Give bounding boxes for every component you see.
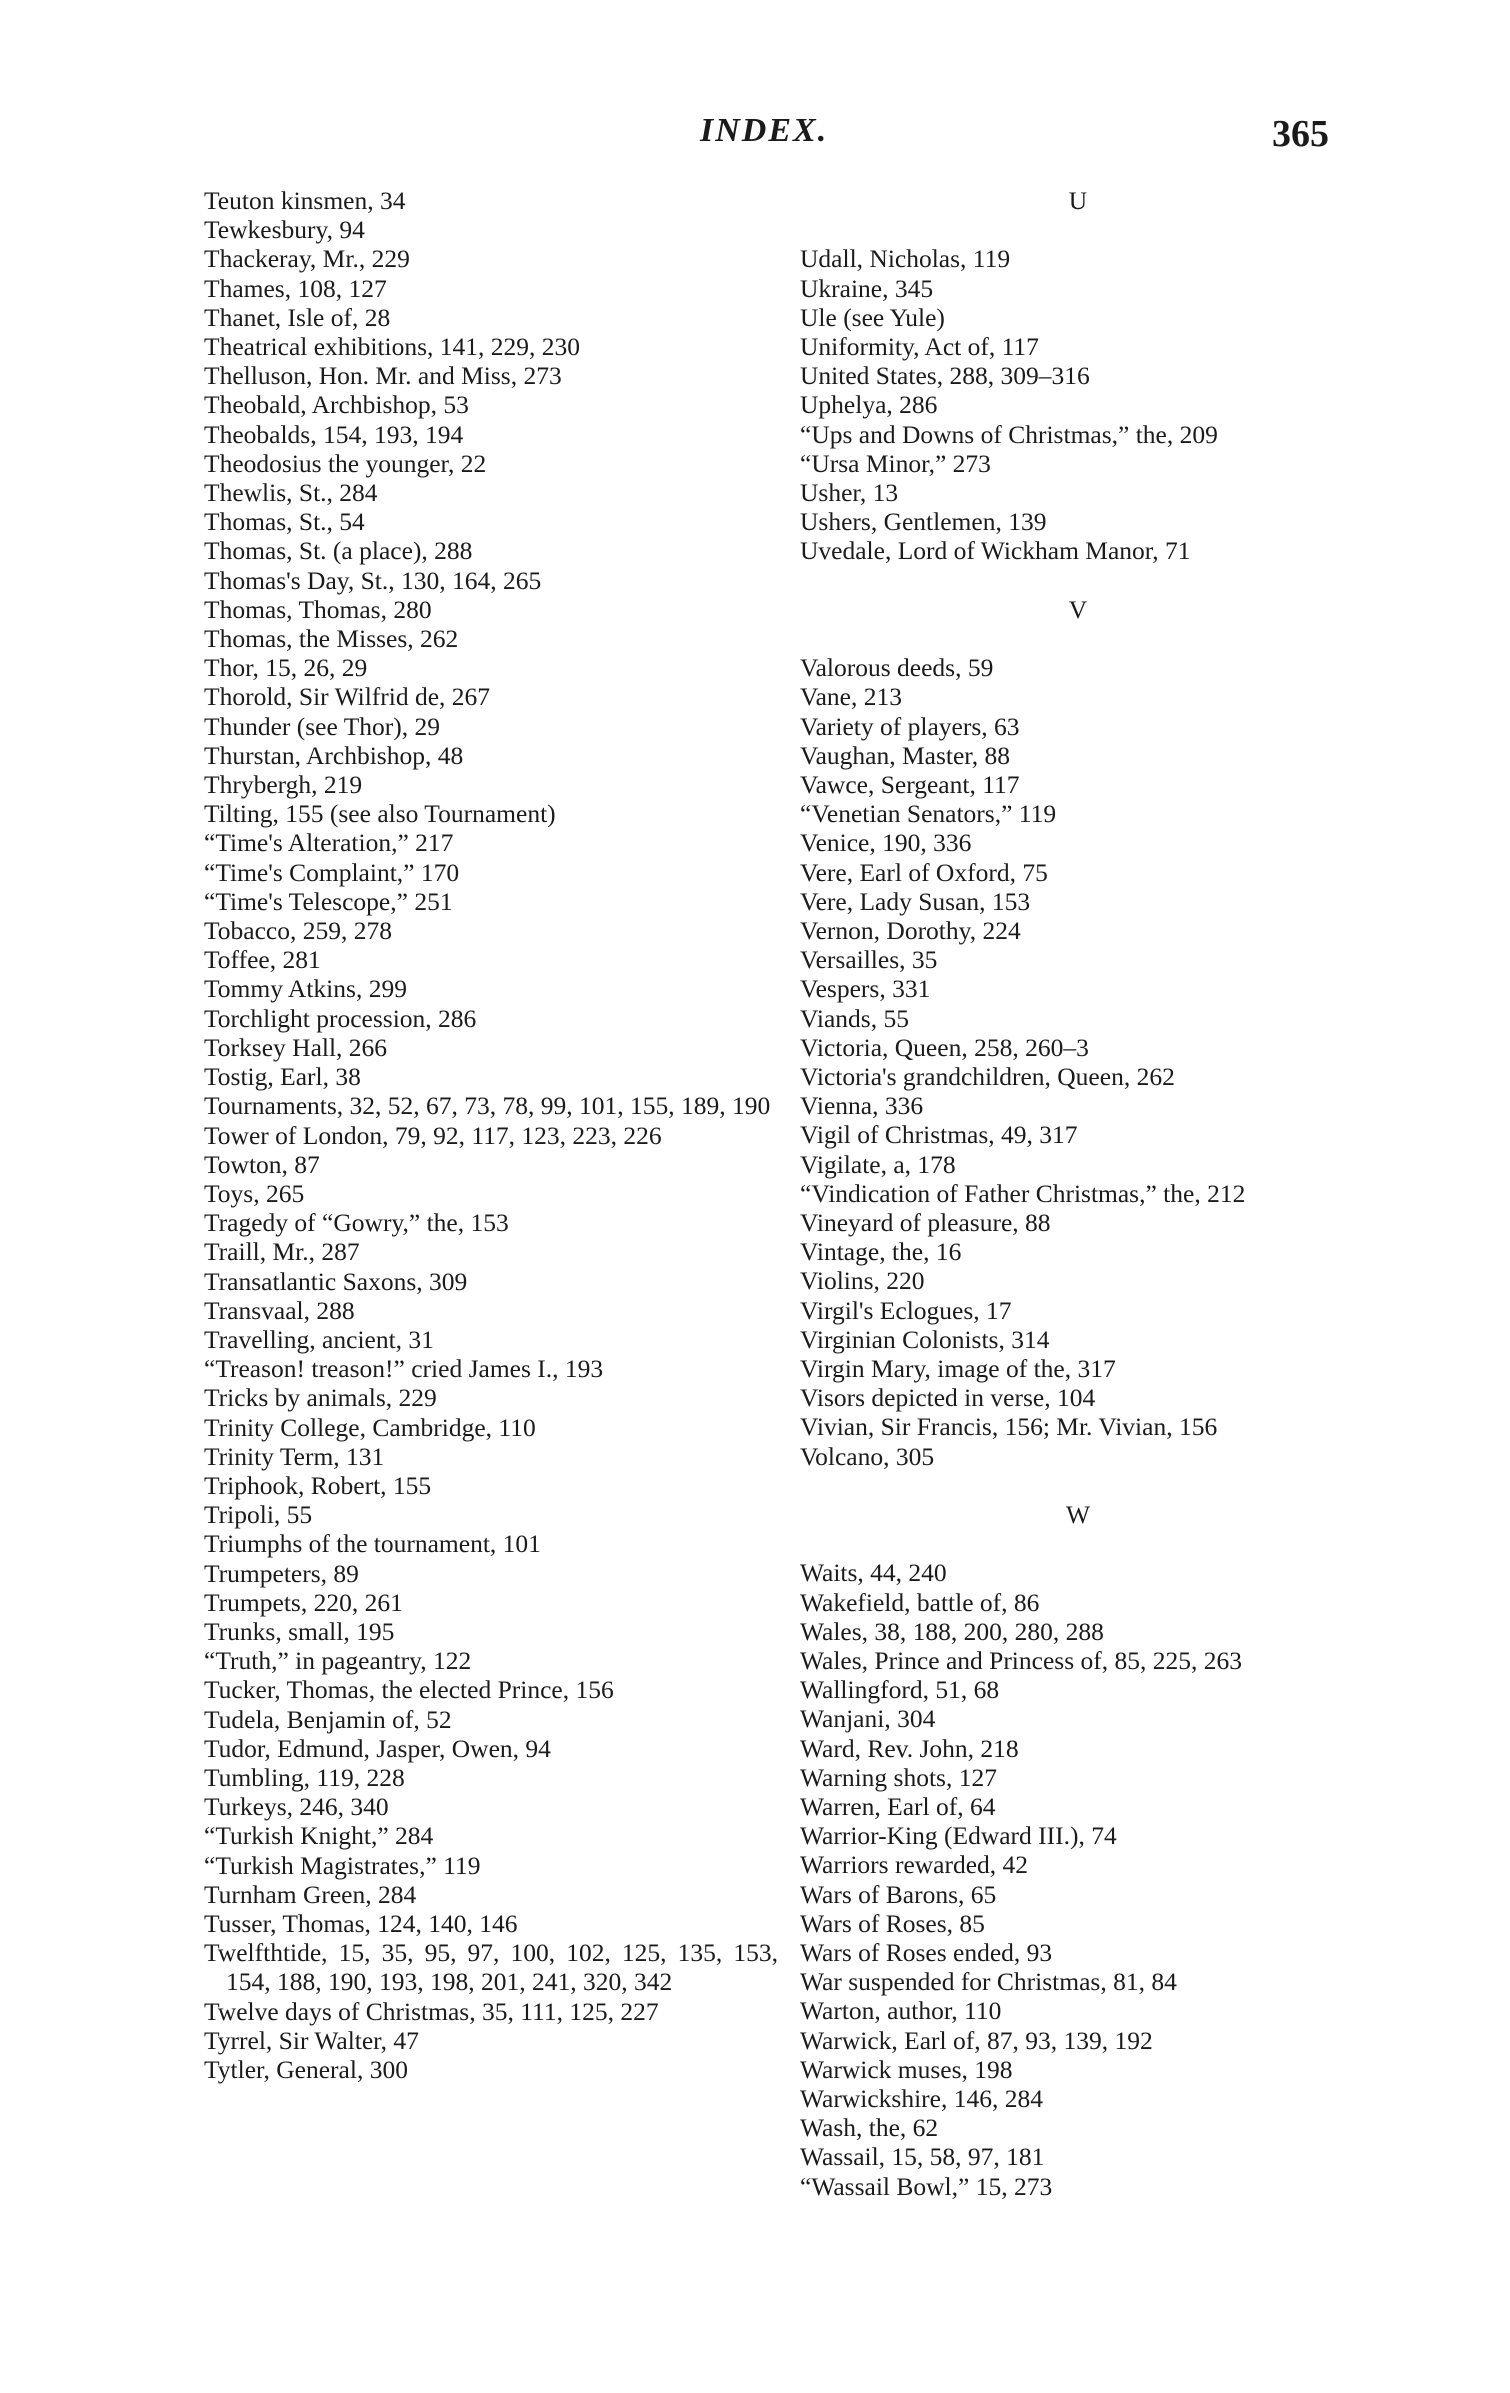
- page-number: 365: [1272, 113, 1329, 155]
- index-entry: Thrybergh, 219: [204, 770, 363, 800]
- index-entry: Vespers, 331: [800, 974, 931, 1004]
- index-entry: Ule (see Yule): [800, 302, 945, 332]
- index-entry: Tudor, Edmund, Jasper, Owen, 94: [204, 1733, 551, 1763]
- index-entry: Tilting, 155 (see also Tournament): [204, 799, 556, 829]
- index-entry: Tobacco, 259, 278: [204, 916, 393, 946]
- index-entry: “Time's Complaint,” 170: [204, 857, 460, 887]
- index-entry: Tricks by animals, 229: [204, 1383, 437, 1413]
- index-entry: Twelfthtide, 15, 35, 95, 97, 100, 102, 125, 135, 153, 154, 188, 190, 193, 198, 201, 241, 320, 342: [204, 1938, 778, 1997]
- index-entry: Visors depicted in verse, 104: [800, 1383, 1096, 1413]
- index-entry: Trunks, small, 195: [204, 1616, 395, 1646]
- index-entry: Thurstan, Archbishop, 48: [204, 740, 464, 770]
- index-entry: Volcano, 305: [800, 1441, 935, 1471]
- index-entry: Wanjani, 304: [800, 1704, 936, 1734]
- index-entry: Vintage, the, 16: [800, 1237, 962, 1267]
- index-entry: Valorous deeds, 59: [800, 653, 994, 683]
- index-entry: Vere, Earl of Oxford, 75: [800, 857, 1048, 887]
- index-entry: Victoria, Queen, 258, 260–3: [800, 1032, 1089, 1062]
- section-spacer: [800, 215, 1356, 244]
- index-entry: Ward, Rev. John, 218: [800, 1733, 1019, 1763]
- section-spacer: [800, 1471, 1356, 1500]
- section-letter-v: V: [1068, 594, 1088, 624]
- index-entry: Udall, Nicholas, 119: [800, 244, 1011, 274]
- index-entry: Trinity Term, 131: [204, 1441, 385, 1471]
- index-entry: Virgin Mary, image of the, 317: [800, 1354, 1116, 1384]
- index-entry: Traill, Mr., 287: [204, 1237, 360, 1267]
- index-entry: Trumpets, 220, 261: [204, 1587, 403, 1617]
- index-entry: Usher, 13: [800, 478, 899, 507]
- index-entry: Warwickshire, 146, 284: [800, 2084, 1043, 2114]
- index-entry: Viands, 55: [800, 1003, 909, 1033]
- index-entry: “Wassail Bowl,” 15, 273: [800, 2171, 1053, 2201]
- index-entry: Warren, Earl of, 64: [800, 1792, 996, 1822]
- index-entry: Warwick, Earl of, 87, 93, 139, 192: [800, 2025, 1153, 2055]
- index-entry: Virgil's Eclogues, 17: [800, 1295, 1012, 1325]
- index-entry: Tytler, General, 300: [204, 2055, 408, 2084]
- index-entry: Violins, 220: [800, 1266, 925, 1296]
- section-spacer: [800, 566, 1356, 595]
- index-entry: Tower of London, 79, 92, 117, 123, 223, 226: [204, 1120, 662, 1150]
- index-entry: Thor, 15, 26, 29: [204, 653, 368, 683]
- index-entry: Tudela, Benjamin of, 52: [204, 1704, 452, 1734]
- index-entry: Thomas, the Misses, 262: [204, 624, 459, 654]
- index-entry: Turnham Green, 284: [204, 1879, 417, 1909]
- index-entry: Vernon, Dorothy, 224: [800, 916, 1021, 945]
- index-entry: Warning shots, 127: [800, 1762, 997, 1792]
- index-entry: “Time's Telescope,” 251: [204, 886, 453, 916]
- index-entry: “Ups and Downs of Christmas,” the, 209: [800, 419, 1218, 449]
- index-entry: Warwick muses, 198: [800, 2054, 1013, 2084]
- index-entry: Vivian, Sir Francis, 156; Mr. Vivian, 156: [800, 1412, 1218, 1442]
- index-entry: Wars of Roses ended, 93: [800, 1938, 1053, 1968]
- index-entry: Versailles, 35: [800, 945, 938, 975]
- index-entry: Wakefield, battle of, 86: [800, 1587, 1040, 1617]
- index-entry: Theatrical exhibitions, 141, 229, 230: [204, 332, 581, 362]
- index-entry: Towton, 87: [204, 1149, 320, 1179]
- index-entry: Thomas, St. (a place), 288: [204, 536, 473, 566]
- index-entry: “Ursa Minor,” 273: [800, 448, 991, 478]
- index-entry: Uphelya, 286: [800, 390, 938, 420]
- index-entry: Uniformity, Act of, 117: [800, 331, 1039, 361]
- index-entry: Thorold, Sir Wilfrid de, 267: [204, 682, 491, 712]
- index-entry: War suspended for Christmas, 81, 84: [800, 1967, 1177, 1997]
- index-entry: Thames, 108, 127: [204, 273, 387, 303]
- index-entry: Ushers, Gentlemen, 139: [800, 507, 1047, 537]
- index-entry: Triphook, Robert, 155: [204, 1470, 432, 1500]
- index-entry: Tragedy of “Gowry,” the, 153: [204, 1208, 509, 1238]
- section-letter-w: W: [1065, 1500, 1091, 1530]
- index-entry: Triumphs of the tournament, 101: [204, 1529, 541, 1559]
- index-entry: Transatlantic Saxons, 309: [204, 1266, 468, 1296]
- index-entry: Vigilate, a, 178: [800, 1149, 956, 1179]
- index-entry: Thomas, Thomas, 280: [204, 594, 432, 624]
- index-entry: Uvedale, Lord of Wickham Manor, 71: [800, 536, 1191, 566]
- index-entry: Tyrrel, Sir Walter, 47: [204, 2025, 419, 2055]
- index-entry: Wales, 38, 188, 200, 280, 288: [800, 1616, 1104, 1646]
- index-entry: “Treason! treason!” cried James I., 193: [204, 1354, 604, 1384]
- index-entry: Wars of Roses, 85: [800, 1908, 985, 1938]
- index-entry: “Venetian Senators,” 119: [800, 799, 1057, 829]
- index-entry: Toys, 265: [204, 1178, 305, 1208]
- index-entry: Travelling, ancient, 31: [204, 1324, 434, 1354]
- index-entry: Warton, author, 110: [800, 1996, 1002, 2026]
- index-entry: Vaughan, Master, 88: [800, 740, 1011, 770]
- index-entry: Ukraine, 345: [800, 273, 934, 303]
- index-entry: Vane, 213: [800, 682, 902, 712]
- index-entry: Thanet, Isle of, 28: [204, 302, 391, 332]
- index-entry: Turkeys, 246, 340: [204, 1792, 389, 1822]
- index-entry: Victoria's grandchildren, Queen, 262: [800, 1062, 1175, 1092]
- index-entry: “Turkish Magistrates,” 119: [204, 1850, 481, 1880]
- index-entry: Wash, the, 62: [800, 2113, 939, 2143]
- index-column-left: [204, 186, 778, 2084]
- index-entry: Thelluson, Hon. Mr. and Miss, 273: [204, 361, 562, 391]
- index-entry: Tumbling, 119, 228: [204, 1762, 405, 1792]
- index-entry: “Vindication of Father Christmas,” the, 212: [800, 1178, 1246, 1208]
- running-head-title: INDEX.: [700, 112, 829, 149]
- index-entry: Theodosius the younger, 22: [204, 448, 487, 478]
- index-entry: Theobalds, 154, 193, 194: [204, 419, 464, 449]
- index-entry: Wassail, 15, 58, 97, 181: [800, 2142, 1045, 2172]
- section-letter-u: U: [1068, 186, 1088, 215]
- index-entry: Twelve days of Christmas, 35, 111, 125, 227: [204, 1996, 659, 2026]
- index-entry: Tommy Atkins, 299: [204, 974, 407, 1004]
- index-column-right: [800, 186, 1356, 2201]
- index-entry: Tucker, Thomas, the elected Prince, 156: [204, 1675, 614, 1705]
- index-entry: Torksey Hall, 266: [204, 1032, 388, 1062]
- index-entry: Waits, 44, 240: [800, 1558, 947, 1588]
- index-entry: Tostig, Earl, 38: [204, 1062, 361, 1092]
- index-entry: Torchlight procession, 286: [204, 1003, 477, 1033]
- index-entry: Toffee, 281: [204, 945, 321, 975]
- index-entry: Thewlis, St., 284: [204, 478, 378, 508]
- index-entry: Wars of Barons, 65: [800, 1879, 997, 1909]
- section-spacer: [800, 1529, 1356, 1558]
- index-entry: Vienna, 336: [800, 1091, 924, 1121]
- index-entry: Tripoli, 55: [204, 1500, 313, 1530]
- index-entry: Trumpeters, 89: [204, 1558, 359, 1588]
- index-entry: Trinity College, Cambridge, 110: [204, 1412, 536, 1442]
- index-entry: “Truth,” in pageantry, 122: [204, 1646, 472, 1676]
- index-entry: Thomas's Day, St., 130, 164, 265: [204, 565, 542, 595]
- index-entry: Warriors rewarded, 42: [800, 1850, 1029, 1880]
- index-entry: Vineyard of pleasure, 88: [800, 1208, 1051, 1238]
- index-entry: “Time's Alteration,” 217: [204, 828, 454, 858]
- index-entry: Transvaal, 288: [204, 1295, 355, 1325]
- index-entry: “Turkish Knight,” 284: [204, 1821, 434, 1851]
- index-entry: Vere, Lady Susan, 153: [800, 886, 1031, 916]
- index-entry: Thomas, St., 54: [204, 507, 365, 537]
- index-entry: Virginian Colonists, 314: [800, 1324, 1050, 1354]
- index-entry: Wallingford, 51, 68: [800, 1675, 1000, 1705]
- index-entry: Tewkesbury, 94: [204, 215, 365, 245]
- index-entry: Teuton kinsmen, 34: [204, 186, 406, 215]
- index-entry: Variety of players, 63: [800, 711, 1020, 741]
- index-entry: Vawce, Sergeant, 117: [800, 769, 1020, 799]
- index-entry: Venice, 190, 336: [800, 828, 972, 858]
- index-entry: Theobald, Archbishop, 53: [204, 390, 469, 420]
- index-entry: Wales, Prince and Princess of, 85, 225, 263: [800, 1646, 1242, 1676]
- index-entry: Vigil of Christmas, 49, 317: [800, 1120, 1078, 1150]
- index-entry: United States, 288, 309–316: [800, 361, 1090, 391]
- section-spacer: [800, 624, 1356, 653]
- index-entry: Warrior-King (Edward III.), 74: [800, 1821, 1117, 1851]
- index-entry: Thackeray, Mr., 229: [204, 244, 410, 274]
- index-entry: Tournaments, 32, 52, 67, 73, 78, 99, 101, 155, 189, 190: [204, 1091, 771, 1121]
- index-entry: Tusser, Thomas, 124, 140, 146: [204, 1908, 518, 1938]
- index-entry: Thunder (see Thor), 29: [204, 711, 441, 741]
